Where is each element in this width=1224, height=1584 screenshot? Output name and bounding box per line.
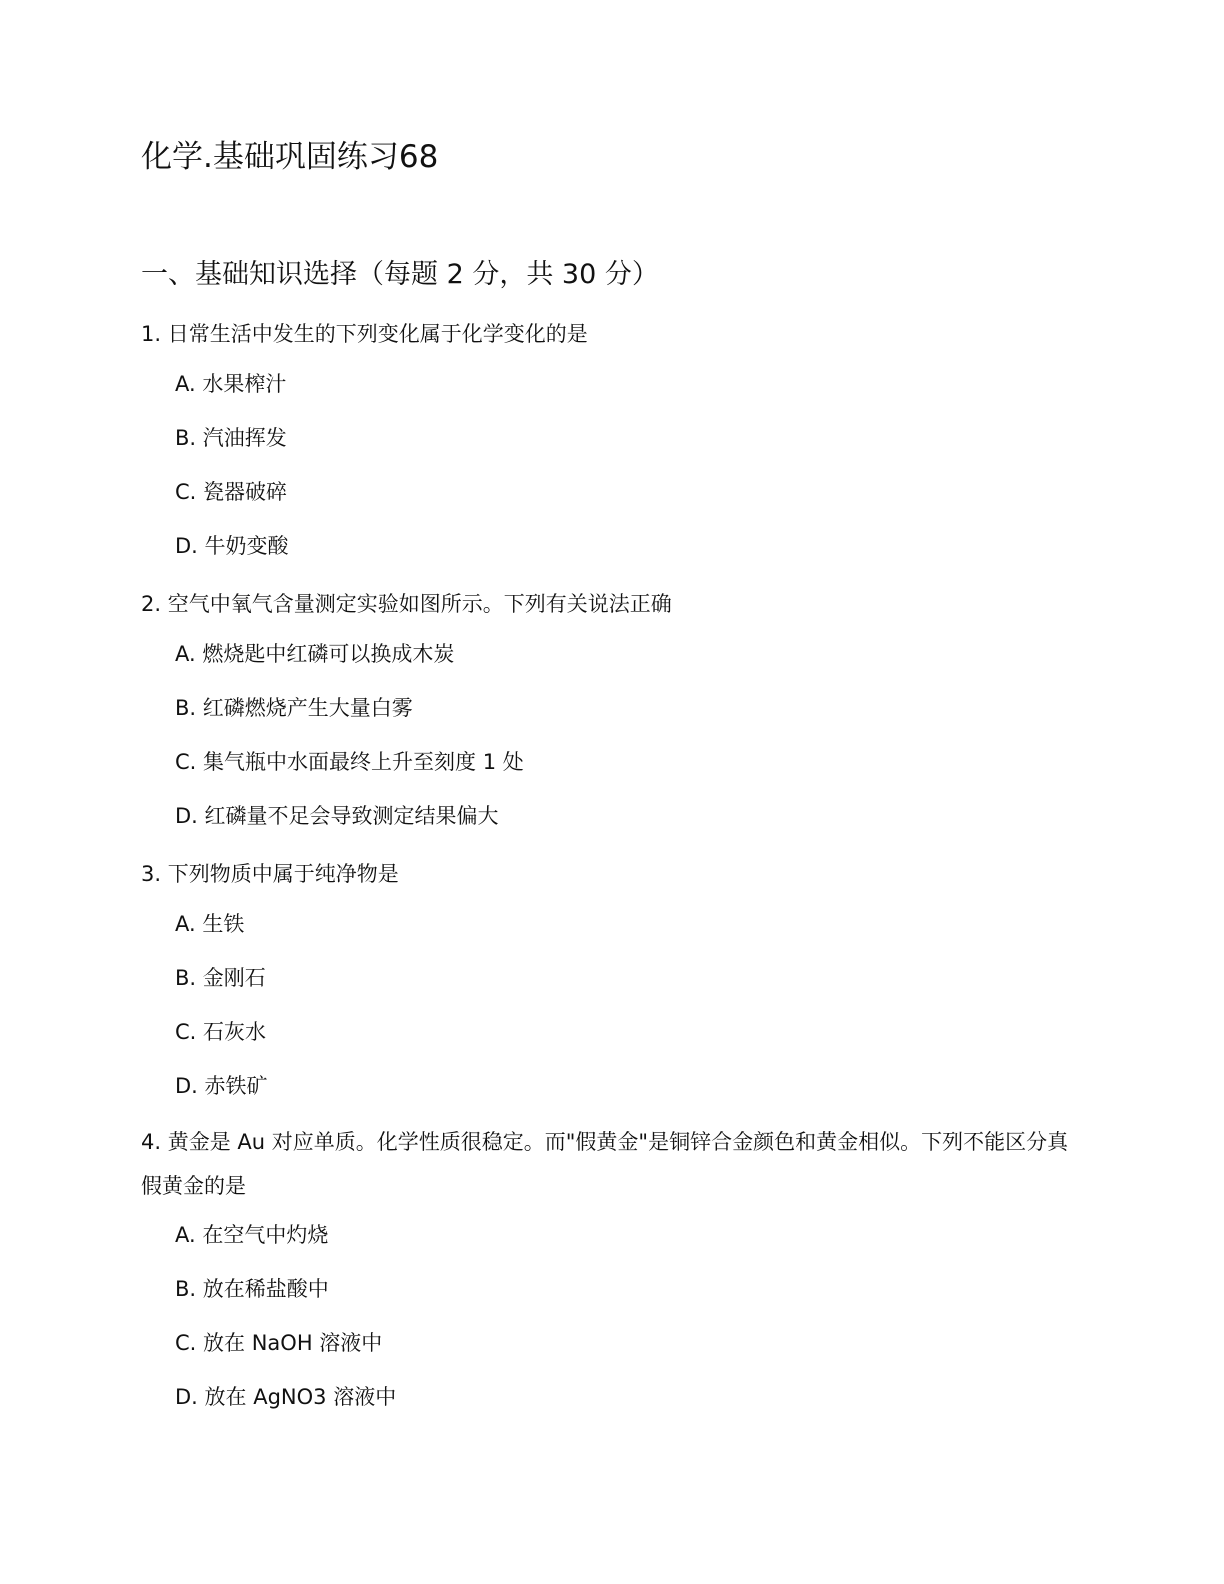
option-text: 红磷燃烧产生大量白雾 <box>202 696 413 720</box>
option-b <box>175 1262 1071 1316</box>
option-letter: D. <box>175 1385 198 1409</box>
question-4 <box>141 1120 1071 1424</box>
option-letter: B. <box>175 966 197 990</box>
option-c <box>175 1316 1071 1370</box>
option-d <box>175 789 1071 843</box>
option-letter: A. <box>175 372 196 396</box>
option-text: 放在稀盐酸中 <box>202 1277 329 1301</box>
option-text: 生铁 <box>202 912 245 936</box>
option-list <box>141 897 1071 1113</box>
question-number: 2. <box>141 592 162 616</box>
option-text: 汽油挥发 <box>202 426 287 450</box>
question-text: 黄金是 Au 对应单质。化学性质很稳定。而"假黄金"是铜锌合金颜色和黄金相似。下列不能区分真假黄金的是 <box>141 1130 1069 1198</box>
option-text: 在空气中灼烧 <box>202 1223 329 1247</box>
option-text: 瓷器破碎 <box>203 480 288 504</box>
option-text: 牛奶变酸 <box>204 534 289 558</box>
option-letter: B. <box>175 1277 197 1301</box>
option-text: 放在 AgNO3 溶液中 <box>204 1385 397 1409</box>
question-1 <box>141 312 1071 573</box>
option-c <box>175 465 1071 519</box>
option-b <box>175 951 1071 1005</box>
option-letter: D. <box>175 1074 198 1098</box>
option-list <box>141 627 1071 843</box>
question-text: 日常生活中发生的下列变化属于化学变化的是 <box>167 322 588 346</box>
option-text: 燃烧匙中红磷可以换成木炭 <box>202 642 455 666</box>
option-list <box>141 1208 1071 1424</box>
option-letter: D. <box>175 804 198 828</box>
question-3 <box>141 852 1071 1113</box>
option-c <box>175 1005 1071 1059</box>
option-letter: C. <box>175 1331 197 1355</box>
option-letter: B. <box>175 426 197 450</box>
option-list <box>141 357 1071 573</box>
option-d <box>175 519 1071 573</box>
option-letter: B. <box>175 696 197 720</box>
option-d <box>175 1059 1071 1113</box>
question-number: 3. <box>141 862 162 886</box>
option-letter: C. <box>175 480 197 504</box>
question-text: 空气中氧气含量测定实验如图所示。下列有关说法正确 <box>167 592 672 616</box>
option-letter: A. <box>175 912 196 936</box>
option-a <box>175 1208 1071 1262</box>
option-letter: D. <box>175 534 198 558</box>
option-letter: A. <box>175 1223 196 1247</box>
option-text: 金刚石 <box>202 966 266 990</box>
option-b <box>175 411 1071 465</box>
question-number: 4. <box>141 1130 162 1154</box>
option-letter: C. <box>175 1020 197 1044</box>
document-title: 化学.基础巩固练习68 <box>141 139 439 175</box>
option-text: 石灰水 <box>203 1020 267 1044</box>
question-text: 下列物质中属于纯净物是 <box>167 862 399 886</box>
option-c <box>175 735 1071 789</box>
option-text: 红磷量不足会导致测定结果偏大 <box>204 804 499 828</box>
option-a <box>175 357 1071 411</box>
option-a <box>175 897 1071 951</box>
question-number: 1. <box>141 322 162 346</box>
option-text: 赤铁矿 <box>204 1074 268 1098</box>
option-d <box>175 1370 1071 1424</box>
option-letter: A. <box>175 642 196 666</box>
question-stem <box>141 852 1071 897</box>
option-text: 集气瓶中水面最终上升至刻度 1 处 <box>203 750 524 774</box>
question-2 <box>141 582 1071 843</box>
question-stem <box>141 1120 1071 1208</box>
option-text: 水果榨汁 <box>202 372 287 396</box>
question-stem <box>141 312 1071 357</box>
option-b <box>175 681 1071 735</box>
question-stem <box>141 582 1071 627</box>
option-letter: C. <box>175 750 197 774</box>
section-title: 一、基础知识选择（每题 2 分，共 30 分） <box>141 259 659 290</box>
option-a <box>175 627 1071 681</box>
option-text: 放在 NaOH 溶液中 <box>203 1331 383 1355</box>
